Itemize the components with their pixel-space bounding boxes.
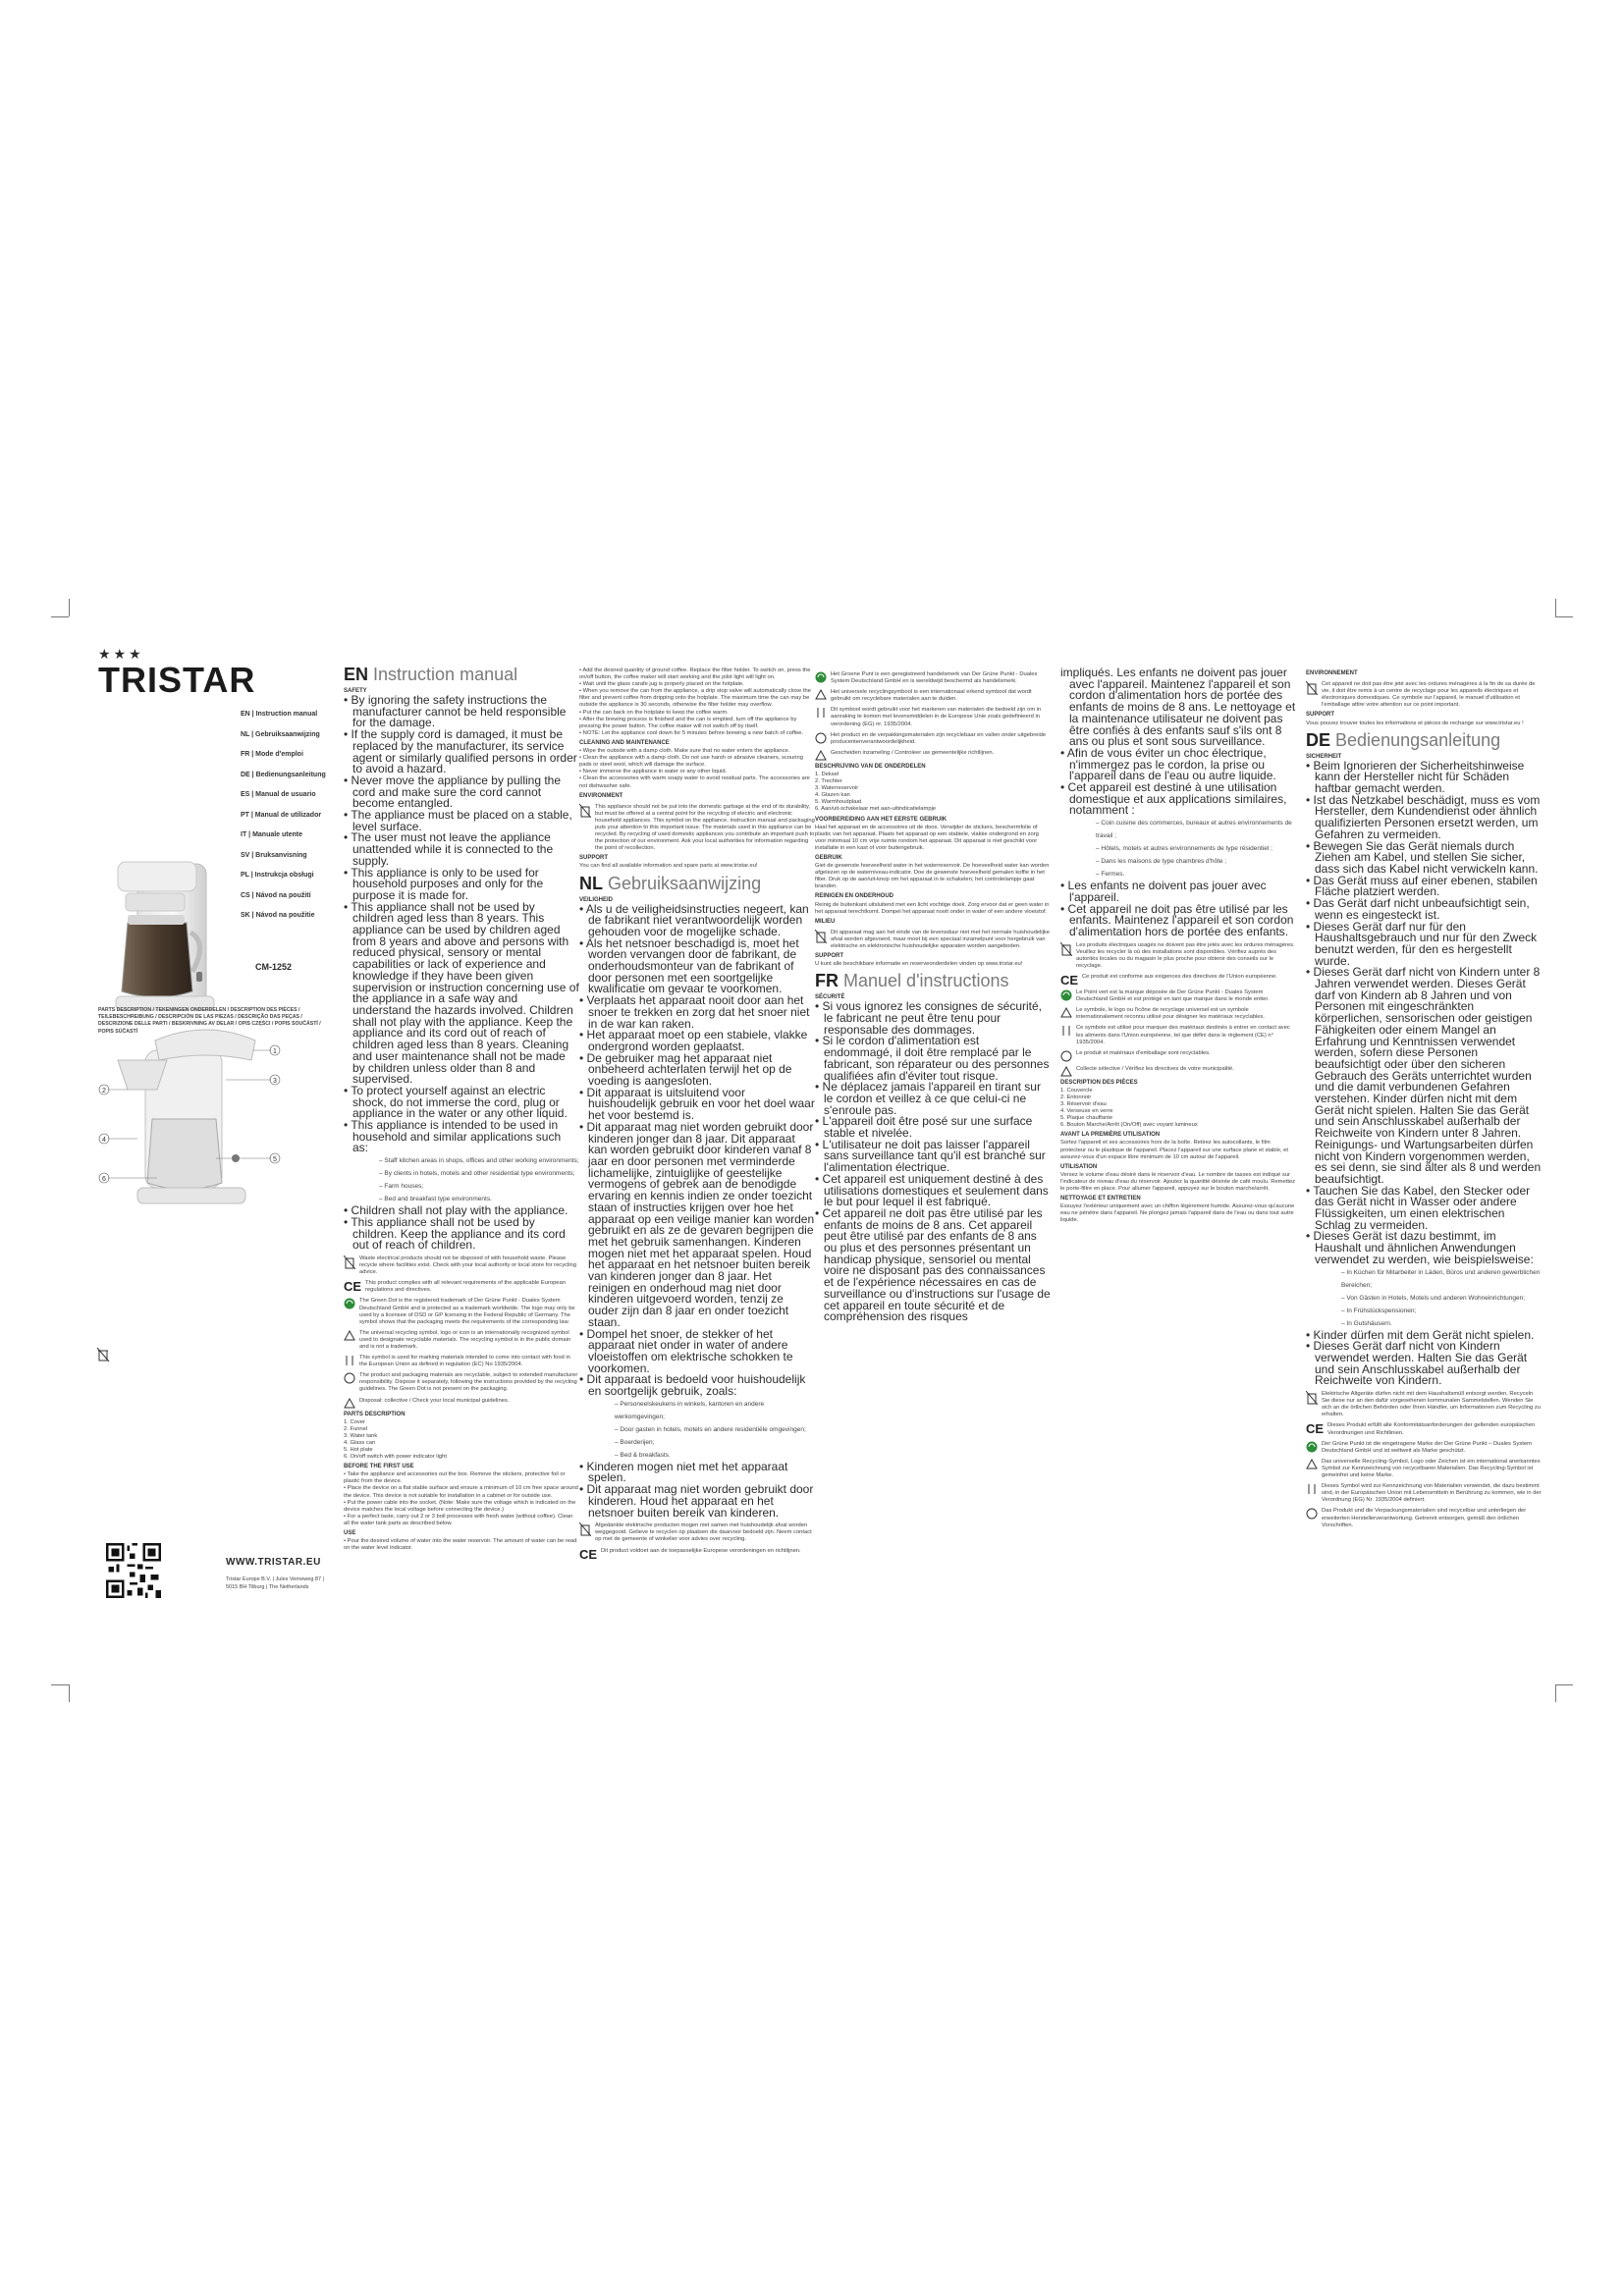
instruction-text: Essuyez l'extérieur uniquement avec un chiffon légèrement humide. Assurez-vous qu'aucune eau ne pénètre dans l'appareil. Ne plongez jamais l'appareil dans de l'eau ou dans tout autre liquide. xyxy=(1060,1203,1295,1224)
section-title: Bedienungsanleitung xyxy=(1335,729,1501,750)
safety-item: • The appliance must be placed on a stable, level surface. xyxy=(344,808,572,833)
safety-item: • To protect yourself against an electric shock, do not immerse the cord, plug or appliance in the water or any other liquid. xyxy=(344,1083,568,1121)
safety-item: • This appliance is intended to be used in household and similar applications such as: xyxy=(344,1118,562,1155)
support-text: U kunt alle beschikbare informatie en reserveonderdelen vinden op www.tristar.eu! xyxy=(815,961,1023,968)
brand-stars: ★★★ xyxy=(98,646,144,662)
svg-text:CE: CE xyxy=(1060,974,1078,987)
recycle-icon xyxy=(1306,1459,1318,1470)
safety-item: impliqués. Les enfants ne doivent pas jouer avec l'appareil. Maintenez l'appareil et son cordon d'alimentation hors de portée des enfants de moins de 8 ans. Le nettoyage et la maintenance utilisateur ne doivent pas être confiés à des enfants sauf s'ils ont 8 ans ou plus et sont sous surveillance. xyxy=(1060,667,1296,749)
weee-bin-icon xyxy=(579,1522,591,1536)
subheading: ENVIRONNEMENT xyxy=(1306,670,1358,676)
application-item: – In Küchen für Mitarbeiter in Läden, Büros und anderen gewerblichen Bereichen; xyxy=(1341,1268,1541,1289)
note-text: This appliance should not be put into the domestic garbage at the end of its durability, but must be offered at a central point for the recycling of electric and electronic household appliances. This symbol on the appliance, instruction manual and packaging puts your attention to this important issue. The materials used in this appliance can be recycled. By recycling of used domestic appliances you contribute an important push to the protection of our environment. Ask your local authorities for information regarding the point of recollection. xyxy=(595,803,815,852)
parts-item: 2. Entonnoir xyxy=(1060,1094,1092,1100)
weee-bin-icon xyxy=(344,1255,355,1269)
subheading: SAFETY xyxy=(344,688,367,694)
safety-item: • Children shall not play with the appliance. xyxy=(344,1203,568,1218)
safety-item: • If the supply cord is damaged, it must be replaced by the manufacturer, its service agent or similarly qualified persons in order to avoid a hazard. xyxy=(344,727,577,776)
safety-item: • Dieses Gerät darf nicht von Kindern verwendet werden. Halten Sie das Gerät und sein Anschlusskabel außerhalb der Reichweite von Kindern. xyxy=(1306,1339,1528,1388)
note-text: This symbol is used for marking materials intended to come into contact with food in the European Union as defined in regulation (EC) No 1935/2004. xyxy=(359,1355,570,1368)
crop-mark-right xyxy=(1555,616,1573,617)
nl-fr-column xyxy=(815,667,1051,1629)
parts-item: 1. Cover xyxy=(344,1418,365,1425)
application-item: – Bed and breakfast type environments. xyxy=(379,1196,492,1203)
subheading: BESCHRIJVING VAN DE ONDERDELEN xyxy=(815,763,926,770)
food-contact-icon xyxy=(1060,1025,1072,1037)
note-text: Dieses Symbol wird zur Kennzeichnung von Materialien verwendet, die dazu bestimmt sind, in der Europäischen Union mit Lebensmitteln in Berührung zu kommen, wie in der Verordnung (EG) Nr. 1935/2004 definiert. xyxy=(1322,1483,1542,1504)
note-text: Afgedankte elektrische producten mogen niet samen met huishoudelijk afval worden weggegooid. Gelieve te recyclen op plaatsen die daarvoor bedoeld zijn. Neem contact op met de gemeente of winkelier voor advies over recycling. xyxy=(595,1522,812,1543)
note-text: Das universelle Recycling-Symbol, Logo oder Zeichen ist ein international anerkanntes Symbol zur Kennzeichnung von recycelbaren Materialien. Das Recycling-Symbol ist gemeinfrei und keine Marke. xyxy=(1322,1458,1541,1479)
company-address: Tristar Europe B.V. | Jules Verneweg 87 | 5015 BH Tilburg | The Netherlands xyxy=(226,1576,324,1590)
application-item: – Boerderijen; xyxy=(615,1438,655,1446)
instruction-text: Reinig de buitenkant uitsluitend met een licht vochtige doek. Zorg ervoor dat er geen water in het apparaat terechtkomt. Dompel het apparaat nooit onder in water of een andere vloeistof. xyxy=(815,901,1050,915)
safety-item: • Never move the appliance by pulling the cord and make sure the cord cannot become entangled. xyxy=(344,773,562,811)
subheading: SUPPORT xyxy=(579,855,609,862)
instruction-text: Giet de gewenste hoeveelheid water in het waterreservoir. De hoeveelheid water kan worden afgelezen op de waterniveau-indicator. Doe de gewenste hoeveelheid gemalen koffie in het filter. Druk op de aan/uit-knop om het apparaat in te schakelen; het controlelampje gaat branden. xyxy=(815,863,1050,890)
safety-item: • Als u de veiligheidsinstructies negeert, kan de fabrikant niet verantwoordelijk worden gehouden voor de mogelijke schade. xyxy=(579,901,809,938)
parts-item: 4. Verseuse en verre xyxy=(1060,1108,1113,1115)
recycling-info-icon xyxy=(815,732,827,744)
instruction-item: • Put the can back on the hotplate to keep the coffee warm. xyxy=(579,709,729,716)
parts-item: 2. Trechter xyxy=(815,778,842,785)
support-text: Vous pouvez trouver toutes les informations et pièces de rechange sur www.tristar.eu ! xyxy=(1306,720,1524,726)
recycle-icon xyxy=(344,1330,355,1342)
subheading: SICHERHEIT xyxy=(1306,753,1342,760)
safety-item: • Bewegen Sie das Gerät niemals durch Ziehen am Kabel, und stellen Sie sicher, dass sich das Kabel nicht verwickeln kann. xyxy=(1306,838,1539,876)
parts-diagram-image xyxy=(98,1021,295,1217)
safety-item: • Si vous ignorez les consignes de sécurité, le fabricant ne peut être tenu pour responsable des dommages. xyxy=(815,999,1042,1037)
safety-item: • Kinder dürfen mit dem Gerät nicht spielen. xyxy=(1306,1327,1535,1342)
subheading: VOORBEREIDING AAN HET EERSTE GEBRUIK xyxy=(815,816,947,823)
safety-item: • Ist das Netzkabel beschädigt, muss es vom Hersteller, dem Kundendienst oder ähnlich qualifizierten Personen ersetzt werden, um Gefahren zu vermeiden. xyxy=(1306,792,1541,841)
recycle-icon xyxy=(1060,1007,1072,1019)
recycling-info-icon xyxy=(344,1372,355,1384)
parts-item: 2. Funnel xyxy=(344,1425,368,1432)
application-item: – Door gasten in hotels, motels en andere residentiële omgevingen; xyxy=(615,1425,806,1433)
part-number: 3 xyxy=(273,1078,277,1085)
safety-item: • Beim Ignorieren der Sicherheitshinweise kann der Hersteller nicht für Schäden haftbar gemacht werden. xyxy=(1306,758,1525,796)
instruction-text: Versez le volume d'eau désiré dans le réservoir d'eau. Le nombre de tasses est indiqué sur l'indicateur de niveau d'eau du réservoir. Ajoutez la quantité désirée de café moulu. Remettez le porte-filtre en place. Pour allumer l'appareil, appuyez sur le bouton marche/arrêt. xyxy=(1060,1171,1296,1192)
recycling-info-icon xyxy=(1306,1508,1318,1520)
language-item: NL | Gebruiksaanwijzing xyxy=(241,730,320,738)
note-text: Cet appareil ne doit pas être jeté avec les ordures ménagères à la fin de sa durée de vie, il doit être remis à un centre de recyclage pour les appareils électriques et électroniques domestiques. Ce symbole sur l'appareil, le manuel d'utilisation et l'emballage attire votre attention sur ce point important. xyxy=(1322,681,1536,709)
note-text: The Green Dot is the registered trademark of Der Grüne Punkt - Duales System Deutschland GmbH and is protected as a trademark worldwide. The logo may only be used by a licensee of DSD or GP licensing in the Federal Republic of Germany. The symbol shows that the packaging meets the requirements of the corresponding law. xyxy=(359,1298,575,1325)
note-text: Collecte sélective / Vérifiez les directives de votre municipalité. xyxy=(1076,1065,1234,1072)
section-title-de xyxy=(1306,730,1542,751)
subheading: DESCRIPTION DES PIÈCES xyxy=(1060,1079,1138,1086)
weee-bin-icon xyxy=(1306,1391,1318,1405)
section-title: Gebruiksaanwijzing xyxy=(608,873,762,893)
safety-item: • Als het netsnoer beschadigd is, moet het worden vervangen door de fabrikant, de onderhoudsmonteur van de fabrikant of door personen met een soortgelijke kwalificatie om gevaar te voorkomen. xyxy=(579,935,799,996)
note-text: Ce produit est conforme aux exigences des directives de l'Union européenne. xyxy=(1082,974,1277,981)
food-contact-icon xyxy=(344,1355,355,1366)
part-number: 1 xyxy=(273,1048,277,1055)
instruction-item: • After the brewing process is finished and the can is emptied, turn off the appliance by pressing the power button. The coffee maker will not switch off by itself. xyxy=(579,716,797,729)
de-column xyxy=(1306,667,1542,1629)
section-title-fr xyxy=(815,971,1051,991)
safety-item: • Tauchen Sie das Kabel, den Stecker oder das Gerät nicht in Wasser oder andere Flüssigkeiten, um einen elektrischen Schlag zu vermeiden. xyxy=(1306,1183,1531,1232)
subheading: GEBRUIK xyxy=(815,854,842,861)
subheading: SUPPORT xyxy=(815,953,844,960)
instruction-item: • Place the device on a flat stable surface and ensure a minimum of 10 cm free space around the device. This device is not suitable for installation in a cabinet or for outside use. xyxy=(344,1485,578,1499)
application-item: – Coin cuisine des commerces, bureaux et autres environnements de travail ; xyxy=(1096,820,1292,840)
safety-item: • Si le cordon d'alimentation est endommagé, il doit être remplacé par le fabricant, son réparateur ou des personnes qualifiées afin d'éviter tout risque. xyxy=(815,1034,1050,1083)
note-text: Het universele recyclingsymbool is een internationaal erkend symbool dat wordt gebruikt om recyclebare materialen aan te duiden. xyxy=(831,689,1032,703)
note-text: Ce symbole est utilisé pour marquer des matériaux destinés à entrer en contact avec les aliments dans l'Union européenne, tel que défini dans le règlement (CE) n° 1935/2004. xyxy=(1076,1025,1290,1045)
recycling-info-icon xyxy=(1060,1050,1072,1062)
parts-item: 6. Aan/uit-schakelaar met aan-uitindicatielampje xyxy=(815,806,937,813)
safety-item: • Dieses Gerät ist dazu bestimmt, im Haushalt und ähnlichen Anwendungen verwendet zu werden, wie beispielsweise: xyxy=(1306,1229,1534,1266)
application-item: – Personeelskeukens in winkels, kantoren en andere werkomgevingen; xyxy=(615,1400,765,1420)
safety-item: • Kinderen mogen niet met het apparaat spelen. xyxy=(579,1459,788,1485)
safety-item: • Het apparaat moet op een stabiele, vlakke ondergrond worden geplaatst. xyxy=(579,1028,808,1053)
safety-item: • Verplaats het apparaat nooit door aan het snoer te trekken en zorg dat het snoer niet in de war kan raken. xyxy=(579,993,810,1031)
model-number: CM-1252 xyxy=(255,962,293,972)
ce-mark-icon xyxy=(579,1548,597,1560)
application-item: – Fermes. xyxy=(1096,871,1125,879)
subheading: NETTOYAGE ET ENTRETIEN xyxy=(1060,1196,1141,1202)
subheading: USE xyxy=(344,1530,356,1537)
safety-item: • Ne déplacez jamais l'appareil en tirant sur le cordon et veillez à ce que celui-ci ne s'enroule pas. xyxy=(815,1080,1041,1117)
crop-mark-right-bottom-vert xyxy=(1555,1684,1556,1702)
en-nl-column xyxy=(579,667,815,1629)
note-text: The product and packaging materials are recyclable, subject to extended manufacturer responsibility. Dispose it separately, following the instructions provided by the recycling guidelines. The Green Dot is not present on the packaging. xyxy=(359,1372,578,1393)
safety-item: • Dit apparaat is uitsluitend voor huishoudelijk gebruik en voor het doel waar het voor bestemd is. xyxy=(579,1085,815,1123)
safety-item: • Cet appareil est uniquement destiné à des utilisations domestiques et seulement dans le but pour lequel il est fabriqué. xyxy=(815,1171,1049,1209)
application-item: – Hôtels, motels et autres environnements de type résidentiel ; xyxy=(1096,845,1272,853)
instruction-item: • When you remove the can from the appliance, a drip stop valve will automatically close the filter and prevent coffee from dripping onto the hotplate. The maximum time the can may be outside the appliance is 30 seconds, otherwise the filter holder may overflow. xyxy=(579,688,811,709)
svg-text:CE: CE xyxy=(344,1280,361,1293)
triangle-recycle-icon xyxy=(344,1398,355,1409)
brand-logo: TRISTAR xyxy=(98,660,256,700)
qr-code-image xyxy=(106,1543,161,1598)
subheading: MILIEU xyxy=(815,918,836,925)
brand-column xyxy=(98,646,326,1629)
instruction-text: Sortez l'appareil et ses accessoires hors de la boîte. Retirez les autocollants, le film protecteur ou le plastique de l'appareil. Placez l'appareil sur une surface plane et stable, et assurez-vous d'un espace libre minimum de 10 cm autour de l'appareil. xyxy=(1060,1140,1288,1160)
parts-item: 1. Deksel xyxy=(815,771,839,777)
note-text: Dit symbool wordt gebruikt voor het markeren van materialen die bedoeld zijn om in aanraking te komen met levensmiddelen in de Europese Unie zoals gedefinieerd in verordening (EG) nr. 1935/2004. xyxy=(831,707,1042,727)
weee-bin-icon xyxy=(815,930,827,943)
instruction-item: • Take the appliance and accessories out the box. Remove the stickers, protective foil or plastic from the device. xyxy=(344,1471,566,1485)
note-text: Gescheiden inzameling / Controleer uw gemeentelijke richtlijnen. xyxy=(831,749,995,756)
subheading: SÉCURITÉ xyxy=(815,994,845,1001)
safety-item: • Dompel het snoer, de stekker of het apparaat niet onder in water of andere vloeistoffen om elektrische schokken te voorkomen. xyxy=(579,1326,793,1375)
safety-item: • Cet appareil ne doit pas être utilisé par les enfants. Maintenez l'appareil et son cordon d'alimentation hors de portée des enfants. xyxy=(1060,901,1294,938)
parts-item: 3. Waterreservoir xyxy=(815,785,859,792)
safety-item: • Das Gerät darf nicht unbeaufsichtigt sein, wenn es eingesteckt ist. xyxy=(1306,896,1530,922)
section-title-en xyxy=(344,667,579,685)
lang-code: EN xyxy=(344,667,369,684)
language-item: FR | Mode d'emploi xyxy=(241,751,303,758)
application-item: – Dans les maisons de type chambres d'hôte ; xyxy=(1096,858,1227,866)
application-item: – Von Gästen in Hotels, Motels und anderen Wohneinrichtungen; xyxy=(1341,1294,1526,1302)
subheading: PARTS DESCRIPTION xyxy=(344,1411,406,1417)
application-item: – In Frühstückspensionen; xyxy=(1341,1307,1417,1314)
parts-list xyxy=(815,772,1051,814)
ce-mark-icon xyxy=(1060,974,1078,986)
triangle-recycle-icon xyxy=(1060,1066,1072,1077)
food-contact-icon xyxy=(1306,1483,1318,1495)
instruction-item: • Put the power cable into the socket. (Note: Make sure the voltage which is indicated on the device matches the local voltage before connecting the device.) xyxy=(344,1499,576,1513)
green-dot-icon xyxy=(1060,989,1072,1001)
parts-description-caption: PARTS DESCRIPTION / TEKENINGEN ONDERDELEN / DESCRIPTION DES PIÈCES / TEILEBESCHREIBUNG / DESCRIPCIÓN DE LAS PIEZAS / DESCRIÇÃO DAS PEÇAS / DESCRIZIONE DELLE PARTI / BESKRIVNING AV DELAR / OPIS CZĘŚCI / POPIS SOUČÁSTÍ / POPIS SÚČASTÍ xyxy=(98,1007,321,1035)
safety-item: • Dit apparaat mag niet worden gebruikt door kinderen jonger dan 8 jaar. Dit apparaat kan worden gebruikt door kinderen vanaf 8 jaar en door personen met verminderde lichamelijke, zintuiglijke of geestelijke vermogens of gebrek aan de benodigde ervaring en kennis indien ze onder toezicht staan of instructies krijgen over hoe het apparaat op een veilige manier kan worden gebruikt en als ze de gevaren begrijpen die met het gebruik samenhangen. Kinderen mogen niet met het apparaat spelen. Houd het apparaat en het netsnoer buiten bereik van kinderen jonger dan 8 jaar. Het reinigen en onderhoud mag niet door kinderen uitgevoerd worden, tenzij ze ouder zijn dan 8 jaar en onder toezicht staan. xyxy=(579,1119,815,1329)
safety-item: • Dieses Gerät darf nicht von Kindern unter 8 Jahren verwendet werden. Dieses Gerät darf von Kindern ab 8 Jahren und von Personen mit eingeschränkten körperlichen, sensorischen oder geistigen Fähigkeiten oder einem Mangel an Erfahrung und Kenntnissen verwendet werden, sofern diese Personen beaufsichtigt oder über den sicheren Gebrauch des Geräts unterrichtet wurden und die damit verbundenen Gefahren verstehen. Kinder dürfen nicht mit dem Gerät nicht spielen. Halten Sie das Gerät und sein Anschlusskabel außerhalb der Reichweite von Kindern unter 8 Jahren. Reinigungs- und Wartungsarbeiten dürfen nicht von Kindern vorgenommen werden, es sei denn, sie sind älter als 8 und werden beaufsichtigt. xyxy=(1306,965,1542,1186)
crop-mark-left-bottom-vert xyxy=(69,1684,70,1702)
weee-bin-icon xyxy=(1060,942,1072,956)
safety-item: • This appliance shall not be used by children aged less than 8 years. This appliance can be used by children aged from 8 years and above and persons with reduced physical, sensory or mental capabilities or lack of experience and knowledge if they have been given supervision or instruction concerning use of the appliance in a safe way and understand the hazards involved. Children shall not play with the appliance. Keep the appliance and its cord out of reach of children aged less than 8 years. Cleaning and user maintenance shall not be made by children unless older than 8 and supervised. xyxy=(344,899,579,1087)
safety-item: • This appliance shall not be used by children. Keep the appliance and its cord out of reach of children. xyxy=(344,1214,566,1253)
safety-item: • Cet appareil ne doit pas être utilisé par les enfants de moins de 8 ans. Cet appareil peut être utilisé par des enfants de 8 ans ou plus et des personnes présentant un handicap physique, sensoriel ou mental voire ne disposant pas des connaissances et de l'expérience nécessaires en cas de surveillance ou d'instructions sur l'usage de cet appareil en toute sécurité et de compréhension des risques xyxy=(815,1205,1051,1324)
application-item: – Staff kitchen areas in shops, offices and other working environments; xyxy=(379,1157,579,1165)
manual-sheet xyxy=(0,646,1624,1629)
instruction-item: • For a perfect taste, carry out 2 or 3 boil processes with fresh water (without coffee). Clean all the water tank parts as described below. xyxy=(344,1513,573,1526)
safety-item: • Dit apparaat mag niet worden gebruikt door kinderen. Houd het apparaat en het netsnoer buiten bereik van kinderen. xyxy=(579,1482,814,1520)
language-item: CS | Návod na použití xyxy=(241,891,311,899)
weee-bin-icon xyxy=(96,1347,110,1362)
part-number: 4 xyxy=(102,1137,106,1144)
instruction-item: • Pour the desired volume of water into the water reservoir. The amount of water can be read on the water level indicator. xyxy=(344,1538,577,1552)
weee-bin-icon xyxy=(579,804,591,818)
note-text: Le produit et matériaux d'emballage sont recyclables. xyxy=(1076,1049,1211,1056)
language-item: IT | Manuale utente xyxy=(241,831,303,838)
language-item: SV | Bruksanvisning xyxy=(241,851,307,859)
parts-item: 5. Hot plate xyxy=(344,1447,373,1453)
language-list xyxy=(241,705,326,927)
safety-item: • By ignoring the safety instructions the manufacturer cannot be held responsible for the damage. xyxy=(344,693,567,730)
note-text: Der Grüne Punkt ist die eingetragene Marke der Der Grüne Punkt – Duales System Deutschland GmbH und ist weltweit als Marke geschützt. xyxy=(1322,1440,1532,1454)
language-item: SK | Návod na použitie xyxy=(241,912,315,919)
note-text: Dit apparaat mag aan het einde van de levensduur niet met het normale huishoudelijke afval worden afgevoerd, maar moet bij een speciaal inzamelpunt voor hergebruik van elektrische en elektronische huishoudelijke apparaten worden aangeboden. xyxy=(831,929,1051,949)
section-title: Instruction manual xyxy=(373,667,518,684)
parts-list xyxy=(344,1419,579,1462)
parts-item: 1. Couvercle xyxy=(1060,1087,1093,1094)
language-item: ES | Manual de usuario xyxy=(241,791,316,798)
parts-item: 6. Bouton Marche/Arrêt (On/Off) avec voyant lumineux xyxy=(1060,1122,1198,1129)
note-text: Le symbole, le logo ou l'icône de recyclage universel est un symbole internationalement reconnu utilisé pour désigner les matériaux recyclables. xyxy=(1076,1007,1266,1021)
crop-mark-left-bottom xyxy=(51,1684,69,1685)
note-text: Dit product voldoet aan de toepasselijke Europese verordeningen en richtlijnen. xyxy=(601,1547,801,1554)
ce-mark-icon xyxy=(344,1280,361,1292)
part-number: 2 xyxy=(102,1088,106,1095)
en-column xyxy=(344,667,579,1629)
subheading: UTILISATION xyxy=(1060,1163,1098,1170)
website-link[interactable]: WWW.TRISTAR.EU xyxy=(226,1557,321,1568)
green-dot-icon xyxy=(815,671,827,683)
application-item: – Bed & breakfasts. xyxy=(615,1451,671,1459)
crop-mark-left-vert xyxy=(69,599,70,616)
instruction-text: Haal het apparaat en de accessoires uit de doos. Verwijder de stickers, beschermfolie of plastic van het apparaat. Plaats het apparaat op een stabiele, vlakke ondergrond en zorg voor minimaal 10 cm vrije ruimte rondom het apparaat. Dit apparaat is niet geschikt voor installatie in een kast of voor buitengebruik. xyxy=(815,824,1039,851)
parts-item: 3. Water tank xyxy=(344,1432,378,1439)
safety-item: • De gebruiker mag het apparaat niet onbeheerd achterlaten terwijl het op de voeding is aangesloten. xyxy=(579,1050,792,1089)
safety-item: • The user must not leave the appliance unattended while it is connected to the supply. xyxy=(344,830,554,868)
recycle-icon xyxy=(815,689,827,701)
safety-item: • This appliance is only to be used for household purposes and only for the purpose it is made for. xyxy=(344,865,544,902)
subheading: AVANT LA PREMIÈRE UTILISATION xyxy=(1060,1132,1161,1139)
subheading: CLEANING AND MAINTENANCE xyxy=(579,739,670,746)
crop-mark-right-vert xyxy=(1555,599,1556,616)
application-item: – In Gutshäusern. xyxy=(1341,1319,1392,1327)
coffee-maker-image xyxy=(98,854,236,1021)
food-contact-icon xyxy=(815,707,827,719)
subheading: SUPPORT xyxy=(1306,712,1335,719)
parts-item: 4. Glazen kan xyxy=(815,792,850,799)
note-text: Les produits électriques usagés ne doivent pas être jetés avec les ordures ménagères. Veuillez les recycler là où des installations sont disponibles. Vérifiez auprès des autorités locales ou du magasin le plus proche pour obtenir des conseils sur le recyclage. xyxy=(1076,941,1295,969)
lang-code: FR xyxy=(815,971,839,991)
safety-item: • L'utilisateur ne doit pas laisser l'appareil sans surveillance tant qu'il est branché sur l'alimentation électrique. xyxy=(815,1137,1046,1175)
subheading: ENVIRONMENT xyxy=(579,792,623,799)
svg-text:CE: CE xyxy=(579,1547,597,1560)
crop-mark-left xyxy=(51,616,69,617)
note-text: Le Point vert est la marque déposée de Der Grüne Punkt - Duales System Deutschland GmbH et est protégé en tant que marque dans le monde entier. xyxy=(1076,989,1270,1003)
safety-item: • Das Gerät muss auf einer ebenen, stabilen Fläche platziert werden. xyxy=(1306,873,1538,899)
subheading: REINIGEN EN ONDERHOUD xyxy=(815,893,894,900)
subheading: VEILIGHEID xyxy=(579,896,614,903)
safety-item: • Dieses Gerät darf nur für den Haushaltsgebrauch und nur für den Zweck benutzt werden, für den es hergestellt wurde. xyxy=(1306,919,1538,968)
note-text: Het product en de verpakkingsmaterialen zijn recyclebaar en vallen onder uitgebreide producentenverantwoordelijkheid. xyxy=(831,731,1047,745)
section-title-nl xyxy=(579,874,815,894)
instruction-item: • Clean the appliance with a damp cloth. Do not use harsh or abrasive cleaners, scouring pads or steel wool, which will damage the surface. xyxy=(579,755,803,769)
safety-item: • L'appareil doit être posé sur une surface stable et nivelée. xyxy=(815,1114,1033,1141)
instruction-item: • Wipe the outside with a damp cloth. Make sure that no water enters the appliance. xyxy=(579,748,790,755)
parts-item: 5. Warmhoudplaat xyxy=(815,799,862,806)
application-item: – By clients in hotels, motels and other residential type environments; xyxy=(379,1170,575,1178)
language-item: PL | Instrukcja obsługi xyxy=(241,872,314,879)
crop-mark-right-bottom xyxy=(1555,1684,1573,1685)
ce-mark-icon xyxy=(1306,1422,1324,1434)
parts-list xyxy=(1060,1088,1296,1130)
note-text: Dieses Produkt erfüllt alle Konformitätsanforderungen der geltenden europäischen Verordnungen und Richtlinien. xyxy=(1327,1422,1536,1436)
parts-item: 3. Réservoir d'eau xyxy=(1060,1100,1107,1107)
instruction-item: • Never immerse the appliance in water or any other liquid. xyxy=(579,769,728,775)
note-text: Das Produkt und die Verpackungsmaterialien sind recycelbar und unterliegen der erweiterten Herstellerverantwortung. Getrennt entsorgen, gemäß den örtlichen Vorschriften. xyxy=(1322,1508,1527,1528)
subheading: BEFORE THE FIRST USE xyxy=(344,1464,414,1470)
parts-item: 5. Plaque chauffante xyxy=(1060,1115,1113,1122)
safety-item: • Cet appareil est destiné à une utilisation domestique et aux applications similaires, notamment : xyxy=(1060,780,1287,818)
parts-item: 4. Glass can xyxy=(344,1439,376,1446)
safety-item: • Les enfants ne doivent pas jouer avec l'appareil. xyxy=(1060,879,1267,904)
part-number: 6 xyxy=(102,1176,106,1183)
application-item: – Farm houses; xyxy=(379,1183,424,1191)
green-dot-icon xyxy=(344,1298,355,1309)
note-text: Elektrische Altgeräte dürfen nicht mit dem Haushaltsmüll entsorgt werden. Recyceln Sie diese nur an den dafür vorgesehenen kommunalen Sammelstellen. Wenden Sie sich an die örtlichen Behörden oder Ihren Händler, um Informationen zum Recycling zu erhalten. xyxy=(1322,1391,1541,1418)
note-text: This product complies with all relevant requirements of the applicable European regulations and directives. xyxy=(365,1280,566,1294)
language-item: EN | Instruction manual xyxy=(241,711,318,718)
part-number: 5 xyxy=(273,1156,277,1163)
note-text: Het Groene Punt is een geregistreerd handelsmerk van Der Grüne Punkt - Duales System Deutschland GmbH en is wereldwijd beschermd als handelsmerk. xyxy=(831,671,1038,685)
parts-item: 6. On/off switch with power indicator light xyxy=(344,1454,447,1461)
instruction-item: • NOTE: Let the appliance cool down for 5 minutes before brewing a new batch of coffee. xyxy=(579,729,804,736)
instruction-item: • Clean the accessories with warm soapy water to avoid residual parts. The accessories are not dishwasher safe. xyxy=(579,775,810,789)
svg-text:CE: CE xyxy=(1306,1422,1324,1435)
instruction-item: • Wait until the glass carafe jug is properly placed on the hotplate. xyxy=(579,681,744,688)
triangle-recycle-icon xyxy=(815,750,827,761)
weee-bin-icon xyxy=(1306,681,1318,695)
safety-item: • Afin de vous éviter un choc électrique, n'immergez pas le cordon, la prise ou l'appareil dans de l'eau ou autre liquide. xyxy=(1060,745,1276,783)
language-item: PT | Manual de utilizador xyxy=(241,811,322,819)
section-title: Manuel d'instructions xyxy=(843,971,1009,991)
fr-column xyxy=(1060,667,1296,1629)
language-item: DE | Bedienungsanleitung xyxy=(241,771,326,778)
instruction-item: • Add the desired quantity of ground coffee. Replace the filter holder. To switch on, press the on/off button, the coffee maker will start working and the pilot light will light on. xyxy=(579,667,811,681)
note-text: Disposal: collective / Check your local municipal guidelines. xyxy=(359,1397,510,1404)
safety-item: • Dit apparaat is bedoeld voor huishoudelijk en soortgelijk gebruik, zoals: xyxy=(579,1372,806,1399)
lang-code: DE xyxy=(1306,729,1331,750)
green-dot-icon xyxy=(1306,1441,1318,1453)
note-text: Waste electrical products should not be disposed of with household waste. Please recycle where facilities exist. Check with your local authority or local store for recycling advice. xyxy=(359,1255,577,1276)
support-text: You can find all available information and spare parts at www.tristar.eu! xyxy=(579,863,758,870)
note-text: The universal recycling symbol, logo or icon is an internationally recognized symbol used to designate recyclable materials. The recycling symbol is in the public domain and is not a trademark. xyxy=(359,1329,571,1350)
lang-code: NL xyxy=(579,873,603,893)
